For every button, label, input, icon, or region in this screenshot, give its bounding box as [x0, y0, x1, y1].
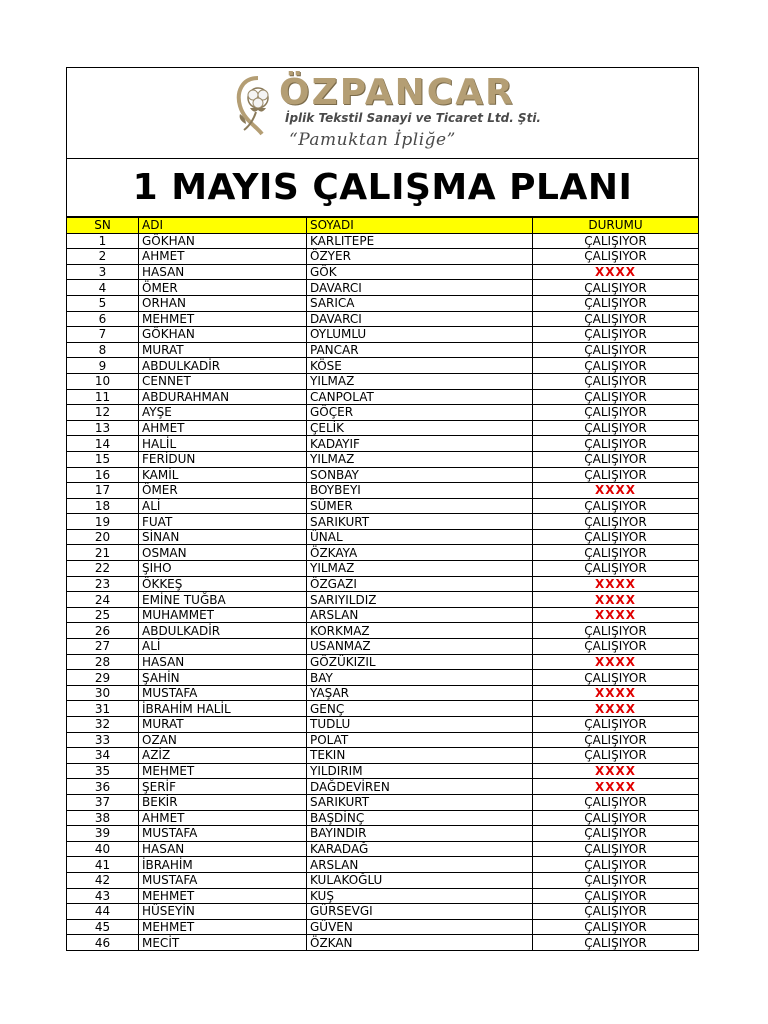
cell-soyadi: YILMAZ: [307, 373, 533, 389]
cell-adi: MEHMET: [139, 763, 307, 779]
cell-sn: 15: [67, 451, 139, 467]
cell-durumu: ÇALIŞIYOR: [533, 358, 699, 374]
table-row: [67, 904, 698, 920]
table-row: [67, 888, 698, 904]
cell-soyadi: CANPOLAT: [307, 389, 533, 405]
table-row: [67, 545, 698, 561]
cell-durumu: ÇALIŞIYOR: [533, 545, 699, 561]
cell-sn: 16: [67, 467, 139, 483]
table-row: [67, 358, 698, 374]
cell-adi: ŞERİF: [139, 779, 307, 795]
cell-soyadi: KÖSE: [307, 358, 533, 374]
table-row: [67, 592, 698, 608]
cell-durumu: ÇALIŞIYOR: [533, 420, 699, 436]
cell-durumu: XXXX: [533, 592, 699, 608]
cell-soyadi: POLAT: [307, 732, 533, 748]
cell-sn: 45: [67, 919, 139, 935]
cell-sn: 2: [67, 249, 139, 265]
cell-adi: MUSTAFA: [139, 826, 307, 842]
cell-sn: 28: [67, 654, 139, 670]
cell-adi: AYŞE: [139, 405, 307, 421]
company-subtitle: İplik Tekstil Sanayi ve Ticaret Ltd. Şti.: [285, 111, 541, 125]
cell-sn: 29: [67, 670, 139, 686]
cell-durumu: XXXX: [533, 763, 699, 779]
cell-sn: 7: [67, 327, 139, 343]
cell-adi: ÖKKEŞ: [139, 576, 307, 592]
table-row: [67, 467, 698, 483]
cell-sn: 10: [67, 373, 139, 389]
cell-sn: 8: [67, 342, 139, 358]
cell-soyadi: ÖZGAZI: [307, 576, 533, 592]
cell-sn: 35: [67, 763, 139, 779]
cell-adi: ABDULKADİR: [139, 358, 307, 374]
cell-adi: SİNAN: [139, 529, 307, 545]
table-row: [67, 436, 698, 452]
cell-sn: 17: [67, 483, 139, 499]
cell-durumu: XXXX: [533, 264, 699, 280]
cell-adi: AHMET: [139, 249, 307, 265]
cell-durumu: XXXX: [533, 654, 699, 670]
table-row: [67, 389, 698, 405]
cell-sn: 40: [67, 841, 139, 857]
cell-soyadi: ARSLAN: [307, 857, 533, 873]
cell-sn: 37: [67, 794, 139, 810]
cell-soyadi: ÖZKAN: [307, 935, 533, 950]
cell-durumu: ÇALIŞIYOR: [533, 935, 699, 950]
cell-sn: 4: [67, 280, 139, 296]
cell-durumu: ÇALIŞIYOR: [533, 529, 699, 545]
cell-soyadi: GÖZÜKIZIL: [307, 654, 533, 670]
cell-durumu: XXXX: [533, 779, 699, 795]
table-row: [67, 514, 698, 530]
cell-soyadi: YILMAZ: [307, 451, 533, 467]
cell-sn: 13: [67, 420, 139, 436]
cell-adi: GÖKHAN: [139, 327, 307, 343]
table-row: [67, 529, 698, 545]
cell-durumu: ÇALIŞIYOR: [533, 826, 699, 842]
cell-soyadi: BAŞDİNÇ: [307, 810, 533, 826]
cell-durumu: ÇALIŞIYOR: [533, 623, 699, 639]
company-slogan: “Pamuktan İpliğe”: [289, 130, 456, 150]
cell-sn: 19: [67, 514, 139, 530]
table-row: [67, 233, 698, 249]
cell-adi: ABDURAHMAN: [139, 389, 307, 405]
cell-durumu: XXXX: [533, 701, 699, 717]
cell-adi: MEHMET: [139, 919, 307, 935]
cell-adi: HASAN: [139, 841, 307, 857]
table-row: [67, 327, 698, 343]
cell-sn: 36: [67, 779, 139, 795]
title-box: [67, 159, 698, 217]
column-header-adi: ADI: [139, 218, 307, 234]
cell-durumu: XXXX: [533, 685, 699, 701]
table-row: [67, 935, 698, 950]
cell-sn: 18: [67, 498, 139, 514]
cell-adi: MUSTAFA: [139, 685, 307, 701]
cell-adi: ABDULKADİR: [139, 623, 307, 639]
cell-sn: 39: [67, 826, 139, 842]
cell-durumu: ÇALIŞIYOR: [533, 311, 699, 327]
table-row: [67, 249, 698, 265]
cell-adi: ŞAHİN: [139, 670, 307, 686]
cell-adi: İBRAHİM: [139, 857, 307, 873]
cell-durumu: ÇALIŞIYOR: [533, 467, 699, 483]
cell-sn: 31: [67, 701, 139, 717]
cell-soyadi: ÜNAL: [307, 529, 533, 545]
company-header: [67, 68, 698, 159]
cell-adi: MECİT: [139, 935, 307, 950]
page-title: 1 MAYIS ÇALIŞMA PLANI: [132, 167, 633, 208]
cell-soyadi: GÜVEN: [307, 919, 533, 935]
cell-adi: HÜSEYİN: [139, 904, 307, 920]
cell-soyadi: SONBAY: [307, 467, 533, 483]
cell-soyadi: ARSLAN: [307, 607, 533, 623]
cell-sn: 43: [67, 888, 139, 904]
table-header-row: [67, 218, 698, 234]
cell-durumu: ÇALIŞIYOR: [533, 857, 699, 873]
cell-adi: OZAN: [139, 732, 307, 748]
cell-adi: OSMAN: [139, 545, 307, 561]
cell-durumu: ÇALIŞIYOR: [533, 295, 699, 311]
cell-sn: 32: [67, 717, 139, 733]
cell-sn: 24: [67, 592, 139, 608]
table-row: [67, 919, 698, 935]
cell-durumu: ÇALIŞIYOR: [533, 670, 699, 686]
cell-adi: EMİNE TUĞBA: [139, 592, 307, 608]
cell-adi: HASAN: [139, 654, 307, 670]
table-row: [67, 420, 698, 436]
table-row: [67, 810, 698, 826]
table-row: [67, 405, 698, 421]
cell-soyadi: KORKMAZ: [307, 623, 533, 639]
table-row: [67, 717, 698, 733]
cell-durumu: ÇALIŞIYOR: [533, 405, 699, 421]
cell-soyadi: TEKIN: [307, 748, 533, 764]
column-header-soyadi: SOYADI: [307, 218, 533, 234]
cell-soyadi: YILMAZ: [307, 561, 533, 577]
table-row: [67, 623, 698, 639]
cell-soyadi: DAĞDEVİREN: [307, 779, 533, 795]
table-row: [67, 311, 698, 327]
cell-sn: 6: [67, 311, 139, 327]
cell-sn: 34: [67, 748, 139, 764]
cell-soyadi: SARIKURT: [307, 514, 533, 530]
cell-soyadi: SÜMER: [307, 498, 533, 514]
cell-adi: MEHMET: [139, 888, 307, 904]
cell-durumu: ÇALIŞIYOR: [533, 373, 699, 389]
cell-durumu: ÇALIŞIYOR: [533, 389, 699, 405]
table-row: [67, 763, 698, 779]
cell-durumu: ÇALIŞIYOR: [533, 498, 699, 514]
table-row: [67, 561, 698, 577]
document-sheet: [66, 67, 699, 951]
cell-sn: 44: [67, 904, 139, 920]
cell-adi: BEKİR: [139, 794, 307, 810]
cell-sn: 20: [67, 529, 139, 545]
cell-soyadi: OYLUMLU: [307, 327, 533, 343]
table-row: [67, 872, 698, 888]
cell-soyadi: PANCAR: [307, 342, 533, 358]
cell-soyadi: KARADAĞ: [307, 841, 533, 857]
cell-soyadi: ÇELİK: [307, 420, 533, 436]
cell-sn: 27: [67, 639, 139, 655]
table-row: [67, 295, 698, 311]
table-row: [67, 841, 698, 857]
cell-soyadi: GENÇ: [307, 701, 533, 717]
cell-soyadi: DAVARCI: [307, 311, 533, 327]
cell-durumu: ÇALIŞIYOR: [533, 249, 699, 265]
cell-adi: HALİL: [139, 436, 307, 452]
cotton-flower-logo-icon: [232, 74, 284, 138]
cell-durumu: ÇALIŞIYOR: [533, 280, 699, 296]
cell-sn: 41: [67, 857, 139, 873]
cell-soyadi: KULAKOĞLU: [307, 872, 533, 888]
cell-soyadi: YAŞAR: [307, 685, 533, 701]
cell-adi: KAMİL: [139, 467, 307, 483]
cell-durumu: ÇALIŞIYOR: [533, 841, 699, 857]
cell-adi: HASAN: [139, 264, 307, 280]
cell-durumu: ÇALIŞIYOR: [533, 639, 699, 655]
cell-adi: CENNET: [139, 373, 307, 389]
cell-sn: 1: [67, 233, 139, 249]
cell-durumu: ÇALIŞIYOR: [533, 451, 699, 467]
cell-soyadi: BOYBEYI: [307, 483, 533, 499]
cell-adi: ALİ: [139, 498, 307, 514]
table-row: [67, 639, 698, 655]
cell-soyadi: GÜRSEVGI: [307, 904, 533, 920]
cell-durumu: ÇALIŞIYOR: [533, 888, 699, 904]
cell-durumu: ÇALIŞIYOR: [533, 717, 699, 733]
cell-sn: 33: [67, 732, 139, 748]
table-row: [67, 280, 698, 296]
cell-soyadi: SARICA: [307, 295, 533, 311]
cell-soyadi: BAYINDIR: [307, 826, 533, 842]
table-row: [67, 654, 698, 670]
table-row: [67, 685, 698, 701]
table-row: [67, 794, 698, 810]
table-row: [67, 264, 698, 280]
cell-sn: 25: [67, 607, 139, 623]
cell-durumu: ÇALIŞIYOR: [533, 233, 699, 249]
cell-durumu: ÇALIŞIYOR: [533, 327, 699, 343]
cell-adi: FERİDUN: [139, 451, 307, 467]
cell-durumu: ÇALIŞIYOR: [533, 919, 699, 935]
cell-adi: ÖMER: [139, 483, 307, 499]
cell-durumu: ÇALIŞIYOR: [533, 904, 699, 920]
column-header-durumu: DURUMU: [533, 218, 699, 234]
cell-sn: 23: [67, 576, 139, 592]
table-row: [67, 826, 698, 842]
cell-sn: 22: [67, 561, 139, 577]
cell-adi: AHMET: [139, 810, 307, 826]
cell-adi: MUSTAFA: [139, 872, 307, 888]
cell-soyadi: BAY: [307, 670, 533, 686]
cell-adi: MURAT: [139, 717, 307, 733]
table-row: [67, 779, 698, 795]
cell-durumu: ÇALIŞIYOR: [533, 732, 699, 748]
table-row: [67, 748, 698, 764]
cell-durumu: XXXX: [533, 607, 699, 623]
cell-adi: MEHMET: [139, 311, 307, 327]
cell-soyadi: SARIKURT: [307, 794, 533, 810]
cell-durumu: ÇALIŞIYOR: [533, 872, 699, 888]
cell-adi: ORHAN: [139, 295, 307, 311]
table-body: [67, 233, 698, 950]
cell-durumu: ÇALIŞIYOR: [533, 561, 699, 577]
table-row: [67, 342, 698, 358]
work-plan-table: [67, 217, 698, 950]
table-row: [67, 732, 698, 748]
cell-sn: 26: [67, 623, 139, 639]
table-row: [67, 857, 698, 873]
cell-sn: 9: [67, 358, 139, 374]
cell-sn: 12: [67, 405, 139, 421]
cell-durumu: XXXX: [533, 483, 699, 499]
cell-adi: İBRAHİM HALİL: [139, 701, 307, 717]
cell-adi: MUHAMMET: [139, 607, 307, 623]
cell-soyadi: GÖÇER: [307, 405, 533, 421]
cell-soyadi: ÖZKAYA: [307, 545, 533, 561]
cell-durumu: XXXX: [533, 576, 699, 592]
column-header-sn: SN: [67, 218, 139, 234]
cell-adi: GÖKHAN: [139, 233, 307, 249]
cell-sn: 30: [67, 685, 139, 701]
cell-durumu: ÇALIŞIYOR: [533, 514, 699, 530]
cell-soyadi: GÖK: [307, 264, 533, 280]
cell-soyadi: USANMAZ: [307, 639, 533, 655]
cell-sn: 42: [67, 872, 139, 888]
cell-durumu: ÇALIŞIYOR: [533, 748, 699, 764]
cell-adi: ÖMER: [139, 280, 307, 296]
cell-durumu: ÇALIŞIYOR: [533, 794, 699, 810]
cell-durumu: ÇALIŞIYOR: [533, 810, 699, 826]
cell-adi: FUAT: [139, 514, 307, 530]
cell-sn: 3: [67, 264, 139, 280]
cell-sn: 21: [67, 545, 139, 561]
cell-soyadi: SARIYILDIZ: [307, 592, 533, 608]
table-row: [67, 373, 698, 389]
cell-durumu: ÇALIŞIYOR: [533, 436, 699, 452]
cell-sn: 46: [67, 935, 139, 950]
cell-sn: 11: [67, 389, 139, 405]
cell-soyadi: YILDIRIM: [307, 763, 533, 779]
cell-adi: AHMET: [139, 420, 307, 436]
cell-soyadi: TUDLU: [307, 717, 533, 733]
cell-soyadi: KARLITEPE: [307, 233, 533, 249]
cell-sn: 5: [67, 295, 139, 311]
cell-soyadi: ÖZYER: [307, 249, 533, 265]
table-row: [67, 670, 698, 686]
cell-adi: MURAT: [139, 342, 307, 358]
cell-soyadi: KUŞ: [307, 888, 533, 904]
company-brand: ÖZPANCAR: [279, 72, 515, 113]
cell-sn: 14: [67, 436, 139, 452]
cell-durumu: ÇALIŞIYOR: [533, 342, 699, 358]
table-row: [67, 576, 698, 592]
table-row: [67, 701, 698, 717]
cell-soyadi: KADAYIF: [307, 436, 533, 452]
cell-soyadi: DAVARCI: [307, 280, 533, 296]
cell-sn: 38: [67, 810, 139, 826]
table-row: [67, 607, 698, 623]
table-row: [67, 498, 698, 514]
cell-adi: ŞIHO: [139, 561, 307, 577]
cell-adi: AZİZ: [139, 748, 307, 764]
table-row: [67, 483, 698, 499]
table-row: [67, 451, 698, 467]
cell-adi: ALİ: [139, 639, 307, 655]
